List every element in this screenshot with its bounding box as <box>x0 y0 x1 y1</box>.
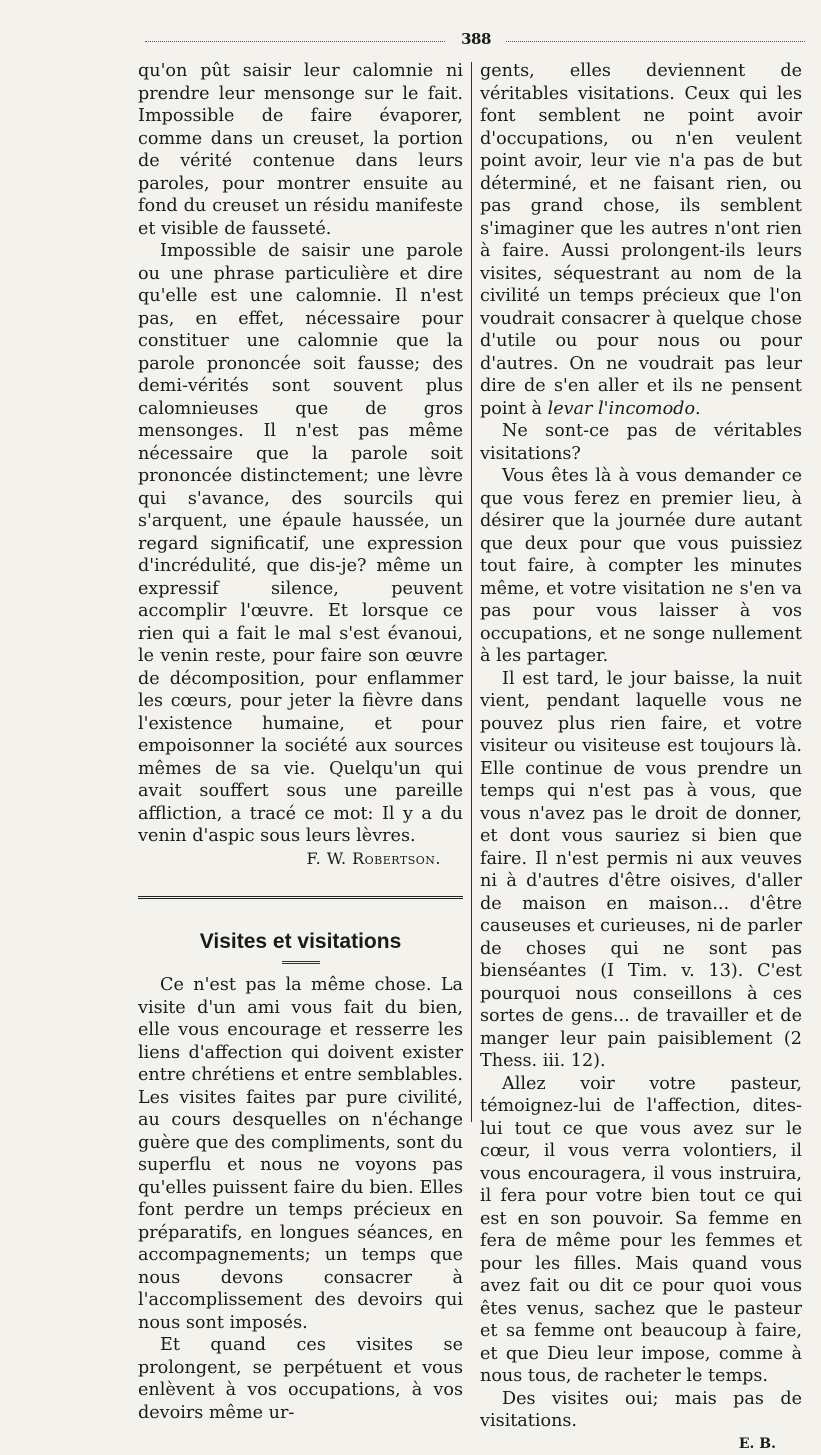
paragraph-continuation <box>480 60 802 420</box>
right-column <box>480 60 802 1455</box>
title-ornament-rule <box>282 961 320 964</box>
author-signature: F. W. Robertson. <box>138 848 463 871</box>
article-title: Visites et visitations <box>138 929 463 955</box>
text-run: gents, elles deviennent de véritables visitations. Ceux qui les font semblent ne point avoir d'occupations, ou n'en veulent point avoir, leur vie n'a pas de but déterminé, et ne faisant rien, ou pas grand chose, ils semblent s'imaginer que les autres n'ont rien à faire. Aussi prolongent-ils leurs visites, séquestrant au nom de la civilité un temps précieux que l'on voudrait consacrer à quelque chose d'utile ou pour nous ou pour d'autres. On ne voudrait pas leur dire de s'en aller et ils ne pensent point à <box>480 61 802 419</box>
paragraph: Et quand ces visites se prolongent, se perpétuent et vous enlèvent à vos occupations, à vos devoirs même ur- <box>138 1334 463 1424</box>
text-run: . <box>695 399 701 419</box>
paragraph: Allez voir votre pasteur, témoignez-lui de l'affection, dites-lui tout ce que vous avez sur le cœur, il vous verra volontiers, il vous encouragera, il vous instruira, il fera pour votre bien tout ce qui est en son pouvoir. Sa femme en fera de même pour les femmes et pour les filles. Mais quand vous avez fait ou dit ce pour quoi vous êtes venus, sachez que le pasteur et sa femme ont beaucoup à faire, et que Dieu leur impose, comme à nous tous, de racheter le temps. <box>480 1073 802 1388</box>
italic-phrase: levar l'incomodo <box>548 399 695 419</box>
column-divider <box>471 62 472 1122</box>
paragraph: Des visites oui; mais pas de visitations. <box>480 1388 802 1433</box>
paragraph-continuation: qu'on pût saisir leur calomnie ni prendre leur mensonge sur le fait. Impossible de faire évaporer, comme dans un creuset, la portion de vérité contenue dans leurs paroles, pour montrer ensuite au fond du creuset un résidu manifeste et visible de fausseté. <box>138 60 463 240</box>
paragraph: Ne sont-ce pas de véritables visitations? <box>480 420 802 465</box>
author-initials: E. B. <box>480 1433 802 1455</box>
section-divider <box>138 896 463 899</box>
paragraph: Ce n'est pas la même chose. La visite d'un ami vous fait du bien, elle vous encourage et resserre les liens d'affection qui doivent exister entre chrétiens et entre semblables. Les visites faites par pure civilité, au cours desquelles on n'échange guère que des compliments, sont du superflu et nous ne voyons pas qu'elles puissent faire du bien. Elles font perdre un temps précieux en préparatifs, en longues séances, en accompagnements; un temps que nous devons consacrer à l'accomplissement des devoirs qui nous sont imposés. <box>138 974 463 1334</box>
paragraph: Il est tard, le jour baisse, la nuit vient, pendant laquelle vous ne pouvez plus rien faire, et votre visiteur ou visiteuse est toujours là. Elle continue de vous prendre un temps qui n'est pas à vous, que vous n'avez pas le droit de donner, et dont vous sauriez si bien que faire. Il n'est permis ni aux veuves ni à d'autres d'être oisives, d'aller de maison en maison... d'être causeuses et curieuses, ni de parler de choses qui ne sont pas bienséantes (I Tim. v. 13). C'est pourquoi nous conseillons à ces sortes de gens... de travailler et de manger leur pain paisiblement (2 Thess. iii. 12). <box>480 668 802 1073</box>
paragraph: Impossible de saisir une parole ou une phrase particulière et dire qu'elle est une calomnie. Il n'est pas, en effet, nécessaire pour constituer une calomnie que la parole prononcée soit fausse; des demi-vérités sont souvent plus calomnieuses que de gros mensonges. Il n'est pas même nécessaire que la parole soit prononcée distinctement; une lèvre qui s'avance, des sourcils qui s'arquent, une épaule haussée, un regard significatif, une expression d'incrédulité, que dis-je? même un expressif silence, peuvent accomplir l'œuvre. Et lorsque ce rien qui a fait le mal s'est évanoui, le venin reste, pour faire son œuvre de décomposition, pour enflammer les cœurs, pour jeter la fièvre dans l'existence humaine, et pour empoisonner la société aux sources mêmes de sa vie. Quelqu'un qui avait souffert sous une pareille affliction, a tracé ce mot: Il y a du venin d'aspic sous leurs lèvres. <box>138 240 463 848</box>
page-number: 388 <box>446 30 506 48</box>
paragraph: Vous êtes là à vous demander ce que vous ferez en premier lieu, à désirer que la journée dure autant que deux pour que vous puissiez tout faire, à compter les minutes même, et votre visitation ne s'en va pas pour vous laisser à vos occupations, et ne songe nullement à les partager. <box>480 465 802 668</box>
left-column <box>138 60 463 1424</box>
